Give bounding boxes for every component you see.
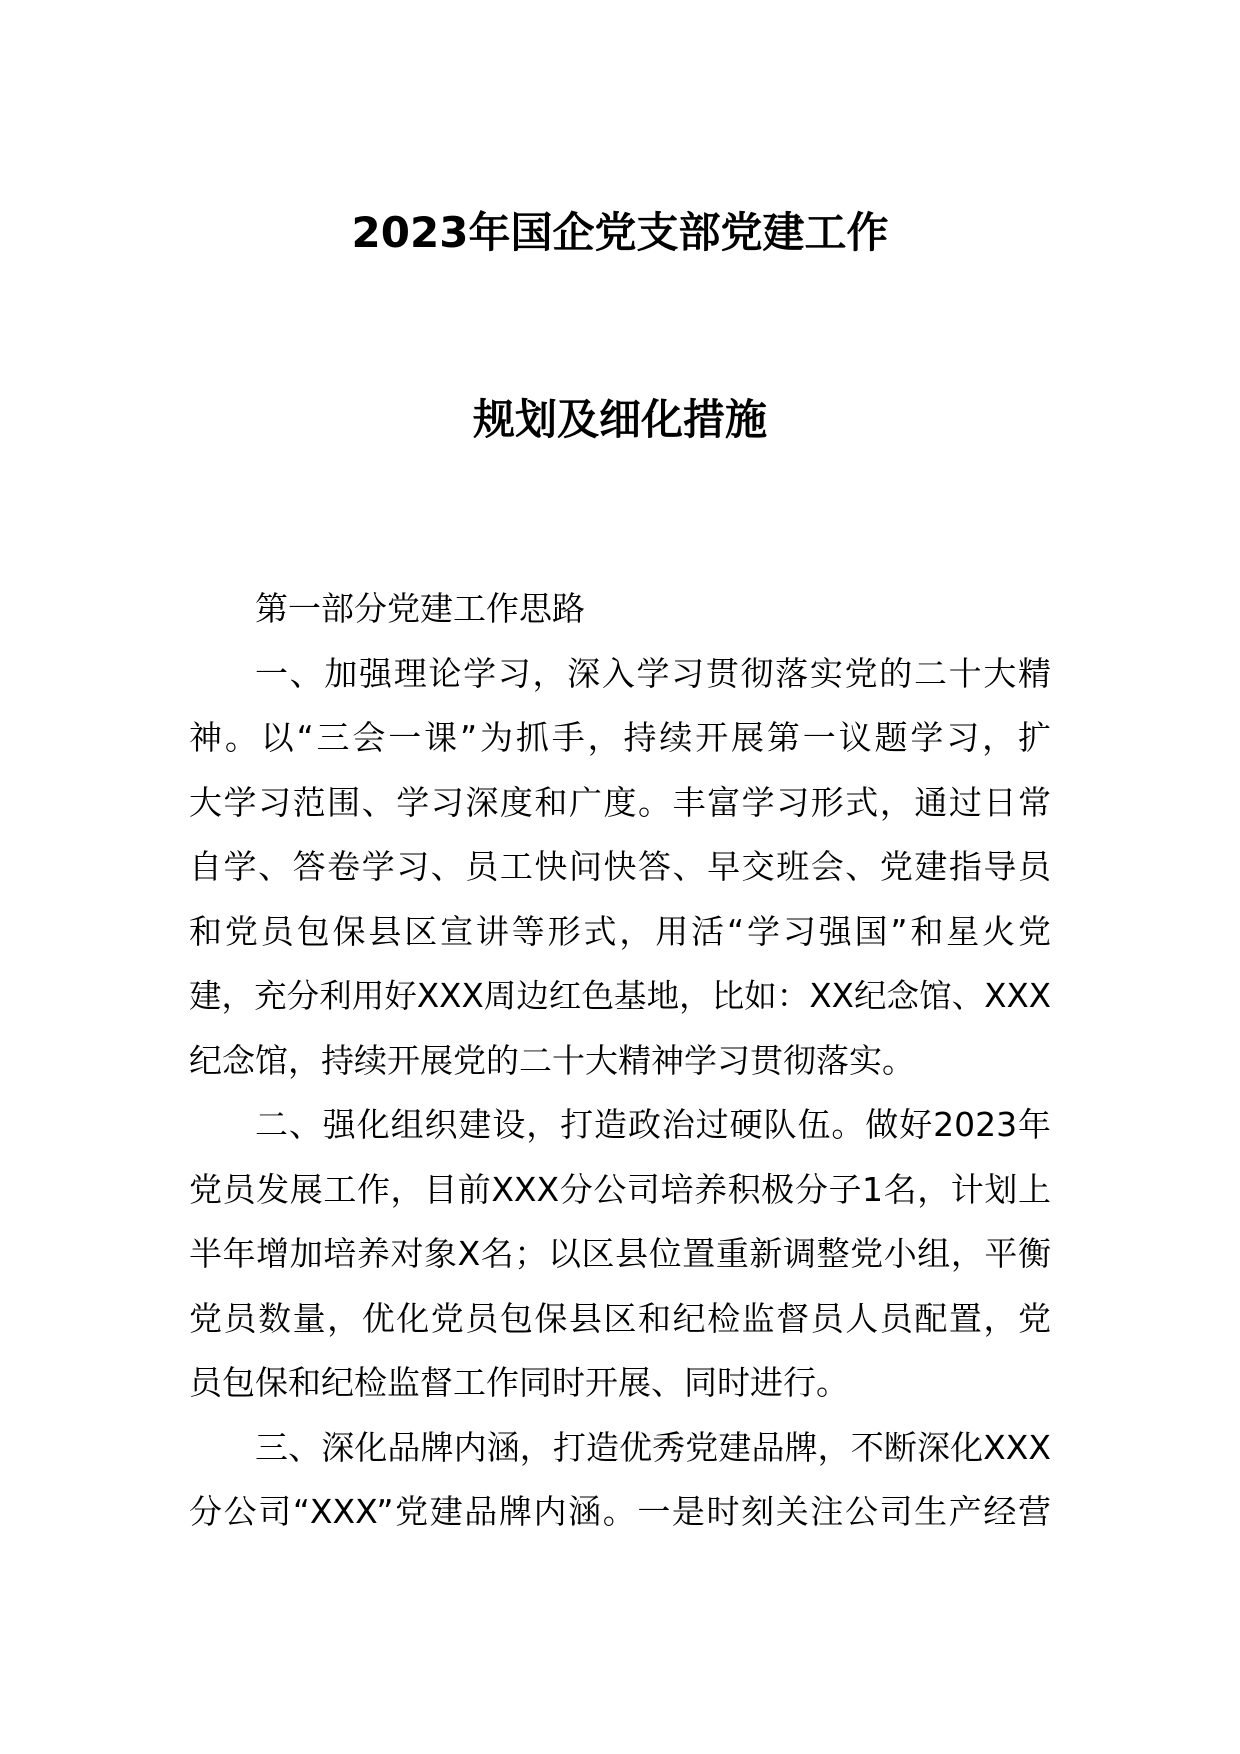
- body-line: 三、深化品牌内涵，打造优秀党建品牌，不断深化XXX: [255, 1427, 1051, 1467]
- body-line: 分公司“XXX”党建品牌内涵。一是时刻关注公司生产经营: [189, 1492, 1051, 1531]
- body-line: 建，充分利用好XXX周边红色基地，比如：XX纪念馆、XXX: [189, 977, 1051, 1015]
- body-line: 和党员包保县区宣讲等形式，用活“学习强国”和星火党: [189, 911, 1051, 951]
- document-title-line-1: 2023年国企党支部党建工作: [351, 208, 889, 257]
- body-line: 纪念馆，持续开展党的二十大精神学习贯彻落实。: [189, 1040, 915, 1080]
- body-line: 员包保和纪检监督工作同时开展、同时进行。: [189, 1363, 849, 1402]
- body-line: 二、强化组织建设，打造政治过硬队伍。做好2023年: [255, 1105, 1051, 1144]
- body-line: 半年增加培养对象X名；以区县位置重新调整党小组，平衡: [189, 1234, 1051, 1273]
- document-body: [189, 577, 1051, 1545]
- body-line: 大学习范围、学习深度和广度。丰富学习形式，通过日常: [189, 782, 1051, 822]
- body-line: 第一部分党建工作思路: [255, 589, 585, 628]
- body-line: 自学、答卷学习、员工快问快答、早交班会、党建指导员: [189, 847, 1051, 886]
- body-line: 神。以“三会一课”为抓手，持续开展第一议题学习，扩: [189, 718, 1051, 757]
- document-title-line-2: 规划及细化措施: [472, 395, 767, 444]
- body-line: 党员发展工作，目前XXX分公司培养积极分子1名，计划上: [189, 1169, 1051, 1209]
- body-line: 党员数量，优化党员包保县区和纪检监督员人员配置，党: [189, 1298, 1051, 1338]
- body-line: 一、加强理论学习，深入学习贯彻落实党的二十大精: [255, 653, 1051, 693]
